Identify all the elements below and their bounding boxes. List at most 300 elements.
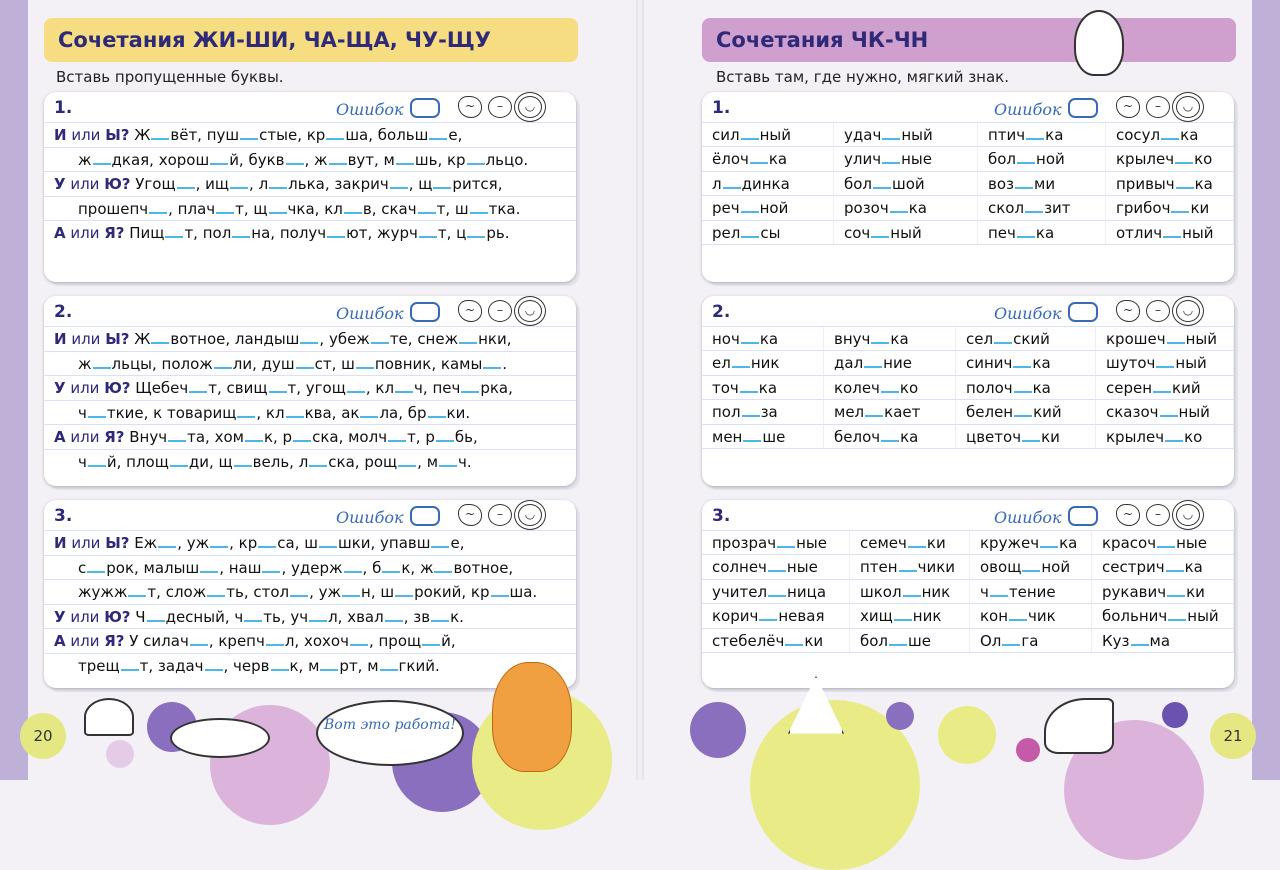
cloud-face-icon[interactable]: ~ — [458, 96, 482, 118]
word-cell: грибоч ки — [1106, 196, 1234, 220]
blank-slot[interactable] — [320, 657, 338, 671]
blank-slot[interactable] — [380, 657, 398, 671]
word-cell: белен кий — [956, 400, 1096, 424]
exercise-number: 2. — [712, 302, 731, 322]
blank-slot[interactable] — [390, 175, 408, 189]
blank-slot[interactable] — [1161, 126, 1179, 140]
rating-faces — [458, 300, 542, 322]
blank-slot[interactable] — [168, 428, 186, 442]
blank-slot[interactable] — [388, 428, 406, 442]
sun-face-icon[interactable]: ◡ — [1176, 300, 1200, 322]
word-cell: хищ ник — [850, 604, 970, 628]
exercise-row — [44, 147, 576, 172]
right-page — [660, 0, 1256, 780]
word-cell: л динка — [702, 172, 834, 196]
rating-faces — [458, 504, 542, 526]
blank-slot[interactable] — [1009, 607, 1027, 621]
word-cell: печ ка — [978, 221, 1106, 245]
blank-slot[interactable] — [743, 428, 761, 442]
blank-slot[interactable] — [894, 607, 912, 621]
exercise-row — [44, 220, 576, 245]
blank-slot[interactable] — [741, 126, 759, 140]
blank-slot[interactable] — [418, 200, 436, 214]
word-cell: корич невая — [702, 604, 850, 628]
neutral-face-icon[interactable]: – — [488, 300, 512, 322]
blank-slot[interactable] — [344, 200, 362, 214]
exercise-card-3 — [44, 500, 576, 688]
sun-face-icon[interactable]: ◡ — [1176, 96, 1200, 118]
blank-slot[interactable] — [147, 608, 165, 622]
blank-slot[interactable] — [290, 583, 308, 597]
blank-slot[interactable] — [396, 151, 414, 165]
blank-slot[interactable] — [1167, 583, 1185, 597]
blank-slot[interactable] — [422, 632, 440, 646]
letter-key: У — [54, 175, 66, 193]
sun-face-icon[interactable]: ◡ — [1176, 504, 1200, 526]
errors-count-box[interactable] — [1068, 506, 1098, 526]
blank-slot[interactable] — [431, 534, 449, 548]
blank-slot[interactable] — [309, 608, 327, 622]
card-header — [44, 92, 576, 122]
blank-slot[interactable] — [356, 355, 374, 369]
row-text: Щебеч т, свищ т, угощ , кл ч, печ рка, — [130, 379, 513, 397]
blank-slot[interactable] — [385, 608, 403, 622]
blank-slot[interactable] — [93, 151, 111, 165]
blank-slot[interactable] — [871, 330, 889, 344]
blank-slot[interactable] — [205, 657, 223, 671]
row-text: трещ т, задач , черв к, м рт, м гкий. — [78, 656, 440, 675]
blank-slot[interactable] — [271, 657, 289, 671]
blank-slot[interactable] — [258, 534, 276, 548]
exercise-row — [44, 579, 576, 604]
blank-slot[interactable] — [881, 379, 899, 393]
exercise-row — [44, 171, 576, 196]
errors-count-box[interactable] — [410, 98, 440, 118]
letter-key: Я? — [104, 632, 125, 650]
word-cell: ёлоч ка — [702, 147, 834, 171]
blank-slot[interactable] — [347, 379, 365, 393]
word-cell: овощ ной — [970, 555, 1092, 579]
errors-count-box[interactable] — [410, 302, 440, 322]
rating-faces — [458, 96, 542, 118]
blank-slot[interactable] — [428, 404, 446, 418]
page-number-21: 21 — [1210, 713, 1256, 759]
word-cell: крошеч ный — [1096, 327, 1234, 351]
blank-slot[interactable] — [1002, 632, 1020, 646]
blank-slot[interactable] — [1131, 632, 1149, 646]
blank-slot[interactable] — [269, 379, 287, 393]
blank-slot[interactable] — [121, 657, 139, 671]
word-cell: цветоч ки — [956, 425, 1096, 449]
errors-label: Ошибок — [994, 508, 1062, 527]
row-text: Ж вёт, пуш стые, кр ша, больш е, — [129, 126, 463, 144]
letter-key: А — [54, 632, 66, 650]
errors-label: Ошибок — [994, 304, 1062, 323]
blank-slot[interactable] — [210, 534, 228, 548]
word-cell: синич ка — [956, 351, 1096, 375]
or-word: или — [65, 224, 105, 242]
blank-slot[interactable] — [990, 583, 1008, 597]
right-instruction: Вставь там, где нужно, мягкий знак. — [716, 68, 1010, 86]
blank-slot[interactable] — [467, 151, 485, 165]
card-header — [702, 92, 1234, 122]
decor-circle — [690, 702, 746, 758]
blank-slot[interactable] — [1176, 175, 1194, 189]
blank-slot[interactable] — [434, 559, 452, 573]
blank-slot[interactable] — [881, 428, 899, 442]
right-page-title: Сочетания ЧК-ЧН — [702, 18, 1236, 62]
neutral-face-icon[interactable]: – — [1146, 300, 1170, 322]
blank-slot[interactable] — [158, 534, 176, 548]
shark-wave-icon — [1044, 698, 1114, 754]
letter-key: Ы? — [105, 534, 130, 552]
goose-icon — [1074, 10, 1124, 76]
blank-slot[interactable] — [350, 632, 368, 646]
card-header — [702, 500, 1234, 530]
exercise-row — [44, 326, 576, 351]
exercise-number: 2. — [54, 302, 73, 322]
blank-slot[interactable] — [467, 224, 485, 238]
blank-slot[interactable] — [1026, 126, 1044, 140]
blank-slot[interactable] — [882, 150, 900, 164]
blank-slot[interactable] — [300, 330, 318, 344]
word-cell: бол ше — [850, 629, 970, 653]
errors-count-box[interactable] — [1068, 302, 1098, 322]
exercise-row — [44, 628, 576, 653]
blank-slot[interactable] — [1017, 224, 1035, 238]
blank-slot[interactable] — [309, 453, 327, 467]
blank-slot[interactable] — [994, 330, 1012, 344]
word-cell: удач ный — [834, 123, 978, 147]
blank-slot[interactable] — [873, 175, 891, 189]
blank-slot[interactable] — [214, 355, 232, 369]
exercise-card-3 — [702, 500, 1234, 688]
word-cell: дал ние — [824, 351, 956, 375]
blank-slot[interactable] — [1013, 354, 1031, 368]
exercise-row — [44, 375, 576, 400]
blank-slot[interactable] — [865, 403, 883, 417]
blank-slot[interactable] — [732, 354, 750, 368]
blank-slot[interactable] — [889, 632, 907, 646]
blank-slot[interactable] — [419, 224, 437, 238]
word-cell: бол ной — [978, 147, 1106, 171]
rating-faces — [1116, 504, 1200, 526]
neutral-face-icon[interactable]: – — [488, 96, 512, 118]
blank-slot[interactable] — [398, 453, 416, 467]
exercise-card-1 — [44, 92, 576, 282]
word-cell: соч ный — [834, 221, 978, 245]
book-gutter — [636, 0, 644, 780]
blank-slot[interactable] — [777, 534, 795, 548]
blank-slot[interactable] — [395, 583, 413, 597]
word-cell: Куз ма — [1092, 629, 1234, 653]
word-cell: ч тение — [970, 580, 1092, 604]
blank-slot[interactable] — [286, 151, 304, 165]
blank-slot[interactable] — [1022, 558, 1040, 572]
letter-key: Ю? — [104, 607, 131, 626]
squirrel-icon — [492, 662, 572, 772]
letter-key: И — [54, 534, 67, 552]
or-word: или — [65, 175, 105, 193]
rating-faces — [1116, 96, 1200, 118]
blank-slot[interactable] — [165, 224, 183, 238]
errors-label: Ошибок — [336, 304, 404, 323]
blank-slot[interactable] — [1014, 403, 1032, 417]
letter-key: У — [54, 607, 66, 626]
blank-slot[interactable] — [1022, 428, 1040, 442]
blank-slot[interactable] — [269, 175, 287, 189]
word-cell: сказоч ный — [1096, 400, 1234, 424]
word-cell: точ ка — [702, 376, 824, 400]
exercise-number: 1. — [54, 98, 73, 118]
word-cell: крылеч ко — [1096, 425, 1234, 449]
blank-slot[interactable] — [429, 126, 447, 140]
blank-slot[interactable] — [750, 150, 768, 164]
word-grid — [702, 530, 1234, 653]
blank-slot[interactable] — [1166, 558, 1184, 572]
blank-slot[interactable] — [329, 151, 347, 165]
blank-slot[interactable] — [741, 224, 759, 238]
word-cell: стебелёч ки — [702, 629, 850, 653]
blank-slot[interactable] — [245, 428, 263, 442]
row-text: Угощ , ищ , л лька, закрич , щ рится, — [130, 175, 503, 193]
left-page-title: Сочетания ЖИ-ШИ, ЧА-ЩА, ЧУ-ЩУ — [44, 18, 578, 62]
blank-slot[interactable] — [327, 224, 345, 238]
blank-slot[interactable] — [768, 583, 786, 597]
blank-slot[interactable] — [433, 175, 451, 189]
cloud-face-icon[interactable]: ~ — [1116, 96, 1140, 118]
row-text: ч ткие, к товарищ , кл ква, ак ла, бр ки. — [78, 403, 471, 422]
blank-slot[interactable] — [882, 126, 900, 140]
exercise-row — [44, 351, 576, 376]
word-cell: улич ные — [834, 147, 978, 171]
blank-slot[interactable] — [319, 534, 337, 548]
errors-count-box[interactable] — [410, 506, 440, 526]
blank-slot[interactable] — [903, 583, 921, 597]
blank-slot[interactable] — [128, 583, 146, 597]
blank-slot[interactable] — [1171, 199, 1189, 213]
exercise-row — [44, 424, 576, 449]
blank-slot[interactable] — [371, 330, 389, 344]
word-cell: реч ной — [702, 196, 834, 220]
sun-face-icon[interactable]: ◡ — [518, 300, 542, 322]
word-cell: ел ник — [702, 351, 824, 375]
left-page — [32, 0, 628, 780]
word-cell: сестрич ка — [1092, 555, 1234, 579]
letter-key: И — [54, 126, 67, 144]
blank-slot[interactable] — [436, 428, 454, 442]
sun-face-icon[interactable]: ◡ — [518, 96, 542, 118]
blank-slot[interactable] — [459, 330, 477, 344]
rating-faces — [1116, 300, 1200, 322]
blank-slot[interactable] — [149, 200, 167, 214]
blank-slot[interactable] — [768, 558, 786, 572]
blank-slot[interactable] — [1156, 354, 1174, 368]
cloud-face-icon[interactable]: ~ — [458, 300, 482, 322]
row-text: ж льцы, полож ли, душ ст, ш повник, камы . — [78, 354, 508, 373]
exercise-card-2 — [44, 296, 576, 486]
blank-slot[interactable] — [1165, 428, 1183, 442]
blank-slot[interactable] — [88, 404, 106, 418]
blank-slot[interactable] — [296, 355, 314, 369]
exercise-row — [44, 653, 576, 678]
blank-slot[interactable] — [439, 453, 457, 467]
blank-slot[interactable] — [93, 355, 111, 369]
row-text: Еж , уж , кр са, ш шки, упавш е, — [129, 534, 465, 552]
blank-slot[interactable] — [344, 559, 362, 573]
blank-slot[interactable] — [262, 559, 280, 573]
blank-slot[interactable] — [470, 200, 488, 214]
word-cell: птен чики — [850, 555, 970, 579]
word-cell: шуточ ный — [1096, 351, 1234, 375]
exercise-row — [44, 555, 576, 580]
or-word: или — [65, 428, 105, 446]
blank-slot[interactable] — [741, 330, 759, 344]
word-cell: сил ный — [702, 123, 834, 147]
word-grid — [702, 122, 1234, 245]
blank-slot[interactable] — [240, 126, 258, 140]
blank-slot[interactable] — [1017, 150, 1035, 164]
neutral-face-icon[interactable]: – — [488, 504, 512, 526]
blank-slot[interactable] — [237, 404, 255, 418]
blank-slot[interactable] — [1157, 534, 1175, 548]
card-header — [702, 296, 1234, 326]
blank-slot[interactable] — [1160, 403, 1178, 417]
word-cell: привыч ка — [1106, 172, 1234, 196]
blank-slot[interactable] — [360, 404, 378, 418]
word-cell: серен кий — [1096, 376, 1234, 400]
left-edge-strip — [0, 0, 28, 780]
blank-slot[interactable] — [382, 559, 400, 573]
word-cell: кружеч ка — [970, 531, 1092, 555]
blank-slot[interactable] — [232, 224, 250, 238]
row-text: Пищ т, пол на, получ ют, журч т, ц рь. — [124, 224, 510, 242]
blank-slot[interactable] — [1040, 534, 1058, 548]
blank-slot[interactable] — [342, 583, 360, 597]
blank-slot[interactable] — [286, 404, 304, 418]
neutral-face-icon[interactable]: – — [1146, 96, 1170, 118]
letter-key: Ю? — [104, 379, 131, 397]
decor-circle — [106, 740, 134, 768]
blank-slot[interactable] — [723, 175, 741, 189]
blank-slot[interactable] — [741, 199, 759, 213]
word-cell: птич ка — [978, 123, 1106, 147]
word-cell: отлич ный — [1106, 221, 1234, 245]
letter-key: Ю? — [104, 175, 131, 193]
blank-slot[interactable] — [266, 632, 284, 646]
row-text: У силач , крепч л, хохоч , прощ й, — [124, 632, 456, 650]
row-text: жужж т, слож ть, стол , уж н, ш рокий, кр ша. — [78, 583, 538, 601]
blank-slot[interactable] — [461, 379, 479, 393]
word-grid — [702, 326, 1234, 449]
blank-slot[interactable] — [216, 200, 234, 214]
blank-slot[interactable] — [899, 558, 917, 572]
blank-slot[interactable] — [1167, 330, 1185, 344]
blank-slot[interactable] — [742, 403, 760, 417]
blank-slot[interactable] — [151, 330, 169, 344]
row-text: ж дкая, хорош й, букв , ж вут, м шь, кр льцо. — [78, 150, 529, 169]
cloud-face-icon[interactable]: ~ — [458, 504, 482, 526]
blank-slot[interactable] — [151, 126, 169, 140]
card-header — [44, 500, 576, 530]
word-cell: полоч ка — [956, 376, 1096, 400]
letter-key: Ы? — [105, 126, 130, 144]
exercise-number: 1. — [712, 98, 731, 118]
blank-slot[interactable] — [864, 354, 882, 368]
blank-slot[interactable] — [395, 379, 413, 393]
blank-slot[interactable] — [759, 607, 777, 621]
blank-slot[interactable] — [87, 559, 105, 573]
decor-circle — [1016, 738, 1040, 762]
blank-slot[interactable] — [190, 632, 208, 646]
letter-key: У — [54, 379, 66, 397]
exercise-number: 3. — [712, 506, 731, 526]
blank-slot[interactable] — [890, 199, 908, 213]
blank-slot[interactable] — [207, 583, 225, 597]
exercise-card-1 — [702, 92, 1234, 282]
blank-slot[interactable] — [1163, 224, 1181, 238]
blank-slot[interactable] — [170, 453, 188, 467]
word-cell: солнеч ные — [702, 555, 850, 579]
errors-count-box[interactable] — [1068, 98, 1098, 118]
neutral-face-icon[interactable]: – — [1146, 504, 1170, 526]
word-cell: прозрач ные — [702, 531, 850, 555]
word-cell: Ол га — [970, 629, 1092, 653]
blank-slot[interactable] — [210, 151, 228, 165]
or-word: или — [65, 632, 105, 650]
blank-slot[interactable] — [431, 608, 449, 622]
word-cell: учител ница — [702, 580, 850, 604]
letter-key: А — [54, 224, 66, 242]
word-cell: семеч ки — [850, 531, 970, 555]
blank-slot[interactable] — [1153, 379, 1171, 393]
blank-slot[interactable] — [189, 379, 207, 393]
blank-slot[interactable] — [88, 453, 106, 467]
blank-slot[interactable] — [230, 175, 248, 189]
blank-slot[interactable] — [491, 583, 509, 597]
blank-slot[interactable] — [1014, 379, 1032, 393]
blank-slot[interactable] — [269, 200, 287, 214]
word-cell: бол шой — [834, 172, 978, 196]
blank-slot[interactable] — [740, 379, 758, 393]
errors-label: Ошибок — [336, 100, 404, 119]
blank-slot[interactable] — [908, 534, 926, 548]
blank-slot[interactable] — [200, 559, 218, 573]
row-text: ч й, площ ди, щ вель, л ска, рощ , м ч. — [78, 452, 472, 471]
blank-slot[interactable] — [785, 632, 803, 646]
blank-slot[interactable] — [1015, 175, 1033, 189]
cloud-face-icon[interactable]: ~ — [1116, 504, 1140, 526]
blank-slot[interactable] — [1175, 150, 1193, 164]
blank-slot[interactable] — [1168, 607, 1186, 621]
blank-slot[interactable] — [244, 608, 262, 622]
word-cell: сел ский — [956, 327, 1096, 351]
blank-slot[interactable] — [483, 355, 501, 369]
exercise-number: 3. — [54, 506, 73, 526]
blank-slot[interactable] — [293, 428, 311, 442]
row-text: Ч десный, ч ть, уч л, хвал , зв к. — [130, 607, 464, 626]
letter-key: А — [54, 428, 66, 446]
exercise-card-2 — [702, 296, 1234, 486]
sun-face-icon[interactable]: ◡ — [518, 504, 542, 526]
blank-slot[interactable] — [177, 175, 195, 189]
blank-slot[interactable] — [234, 453, 252, 467]
blank-slot[interactable] — [326, 126, 344, 140]
cloud-face-icon[interactable]: ~ — [1116, 300, 1140, 322]
blank-slot[interactable] — [871, 224, 889, 238]
blank-slot[interactable] — [1025, 199, 1043, 213]
card-header — [44, 296, 576, 326]
